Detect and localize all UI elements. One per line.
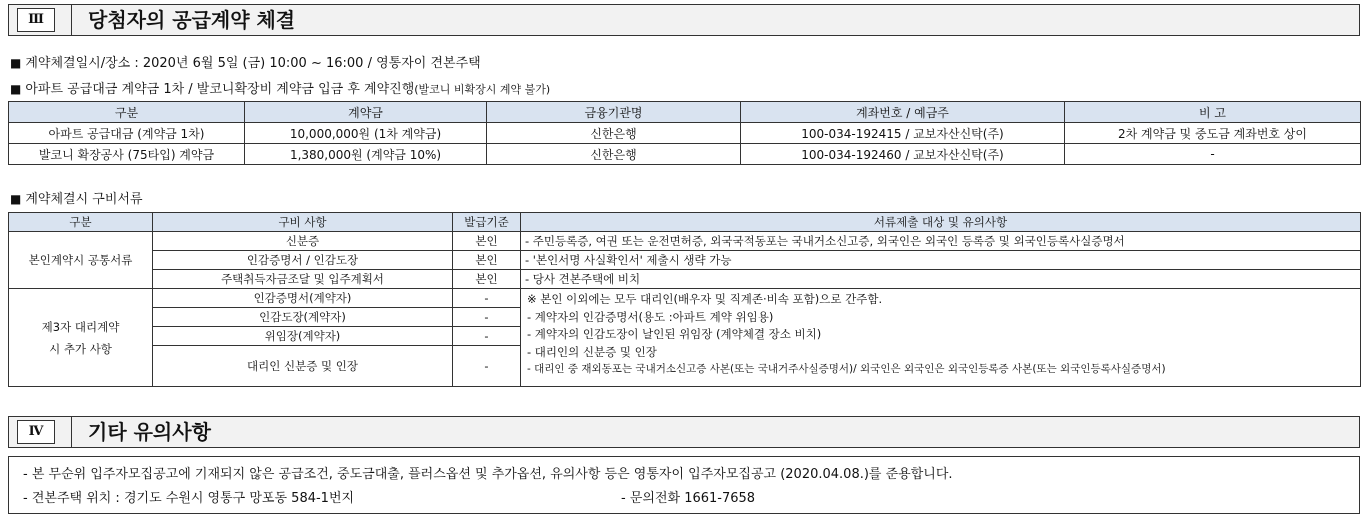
section-3-number: Ⅲ [17, 8, 55, 32]
header-deposit: 계약금 [245, 102, 487, 123]
proxy-note: ※ 본인 이외에는 모두 대리인(배우자 및 직계존·비속 포함)으로 간주함. [527, 292, 883, 306]
proxy-notes-cell [521, 289, 1361, 387]
row-issuer: 본인 [453, 232, 521, 251]
contract-schedule-line [10, 52, 481, 71]
row-bank: 신한은행 [487, 144, 741, 165]
square-bullet-icon: ■ [10, 192, 22, 206]
square-bullet-icon: ■ [10, 56, 22, 70]
row-issuer: - [453, 289, 521, 308]
row-deposit: 1,380,000원 (계약금 10%) [245, 144, 487, 165]
required-docs-line [10, 188, 143, 207]
payment-account-table [8, 101, 1361, 165]
row-document: 위임장(계약자) [153, 327, 453, 346]
header-category: 구분 [9, 102, 245, 123]
row-category: 발코니 확장공사 (75타입) 계약금 [9, 144, 245, 165]
row-bank: 신한은행 [487, 123, 741, 144]
proxy-note: - 계약자의 인감증명서(용도 :아파트 계약 위임용) [527, 309, 774, 324]
table-row [9, 289, 1361, 308]
note-line: - 본 무순위 입주자모집공고에 기재되지 않은 공급조건, 중도금대출, 플러스옵션 및 추가옵션, 유의사항 등은 영통자이 입주자모집공고 (2020.04.08.)를 준용합니다. [23, 467, 953, 482]
row-document: 대리인 신분증 및 인장 [153, 346, 453, 387]
row-issuer: - [453, 346, 521, 387]
deposit-notice-line [10, 78, 550, 97]
table-row [9, 251, 1361, 270]
proxy-note: - 대리인의 신분증 및 인장 [527, 344, 657, 359]
section-4-number: Ⅳ [17, 420, 55, 444]
contact-phone: - 문의전화 1661-7658 [621, 491, 756, 506]
header-category: 구분 [9, 213, 153, 232]
row-issuer: 본인 [453, 270, 521, 289]
proxy-note: - 계약자의 인감도장이 날인된 위임장 (계약체결 장소 비치) [527, 327, 822, 341]
row-deposit: 10,000,000원 (1차 계약금) [245, 123, 487, 144]
row-document: 인감도장(계약자) [153, 308, 453, 327]
row-account: 100-034-192415 / 교보자산신탁(주) [741, 123, 1065, 144]
row-issuer: - [453, 327, 521, 346]
header-bank: 금융기관명 [487, 102, 741, 123]
group-proxy-contract-label: 제3자 대리계약시 추가 사항 [9, 289, 153, 387]
table-row [9, 144, 1361, 165]
required-documents-table [8, 212, 1361, 387]
table-row [9, 123, 1361, 144]
row-remarks: 2차 계약금 및 중도금 계좌번호 상이 [1065, 123, 1361, 144]
header-notes: 서류제출 대상 및 유의사항 [521, 213, 1361, 232]
row-issuer: 본인 [453, 251, 521, 270]
proxy-note: - 대리인 중 재외동포는 국내거소신고증 사본(또는 국내거주사실증명서)/ 외국인은 외국인은 외국인등록증 사본(또는 외국인등록사실증명서) [527, 363, 1166, 375]
header-remarks: 비 고 [1065, 102, 1361, 123]
header-documents: 구비 사항 [153, 213, 453, 232]
row-note: - 주민등록증, 여권 또는 운전면허증, 외국국적동포는 국내거소신고증, 외국인은 외국인 등록증 및 외국인등록사실증명서 [521, 232, 1361, 251]
table-header-row [9, 102, 1361, 123]
contract-schedule-text: 계약체결일시/장소 : 2020년 6월 5일 (금) 10:00 ~ 16:00 / 영통자이 견본주택 [25, 56, 481, 71]
section-3-title: 당첨자의 공급계약 체결 [71, 5, 295, 35]
header-account: 계좌번호 / 예금주 [741, 102, 1065, 123]
section-3-header [8, 4, 1360, 36]
section-4-header [8, 416, 1360, 448]
row-document: 신분증 [153, 232, 453, 251]
header-issuer: 발급기준 [453, 213, 521, 232]
table-row [9, 232, 1361, 251]
row-issuer: - [453, 308, 521, 327]
row-document: 주택취득자금조달 및 입주계획서 [153, 270, 453, 289]
row-remarks: - [1065, 144, 1361, 165]
row-note: - 당사 견본주택에 비치 [521, 270, 1361, 289]
showroom-location: - 견본주택 위치 : 경기도 수원시 영통구 망포동 584-1번지 [23, 491, 355, 506]
row-category: 아파트 공급대금 (계약금 1차) [9, 123, 245, 144]
row-note: - '본인서명 사실확인서' 제출시 생략 가능 [521, 251, 1361, 270]
row-document: 인감증명서(계약자) [153, 289, 453, 308]
deposit-notice-subtext: (발코니 비확장시 계약 불가) [414, 83, 551, 96]
table-header-row [9, 213, 1361, 232]
row-account: 100-034-192460 / 교보자산신탁(주) [741, 144, 1065, 165]
required-docs-text: 계약체결시 구비서류 [25, 192, 143, 207]
table-row [9, 270, 1361, 289]
section-4-title: 기타 유의사항 [71, 417, 211, 447]
square-bullet-icon: ■ [10, 82, 22, 96]
group-own-contract-label: 본인계약시 공통서류 [9, 232, 153, 289]
other-notes-box [8, 456, 1360, 514]
deposit-notice-text: 아파트 공급대금 계약금 1차 / 발코니확장비 계약금 입금 후 계약진행 [25, 82, 415, 97]
row-document: 인감증명서 / 인감도장 [153, 251, 453, 270]
